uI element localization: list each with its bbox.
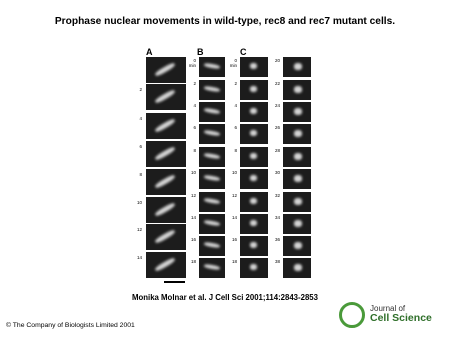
panel-c-right-tile xyxy=(283,169,311,189)
panel-c-right-time-label: 38 xyxy=(274,259,280,264)
logo-line-1: Journal of xyxy=(370,304,406,313)
journal-logo xyxy=(339,299,439,333)
nucleus-signal xyxy=(294,153,302,160)
nucleus-signal xyxy=(294,220,302,227)
panel-b-time-label: 16 xyxy=(190,237,196,242)
scale-bar xyxy=(164,281,185,283)
panel-b-tile xyxy=(199,80,225,100)
nucleus-signal xyxy=(294,86,302,93)
panel-b-tile xyxy=(199,192,225,212)
panel-b-tile xyxy=(199,214,225,234)
nucleus-signal xyxy=(250,86,257,92)
panel-b-time-label: 10 xyxy=(190,170,196,175)
panel-b-time-label: 12 xyxy=(190,193,196,198)
panel-b-tile xyxy=(199,124,225,144)
nucleus-signal xyxy=(294,108,302,115)
panel-a-tile xyxy=(146,169,186,195)
panel-c-left-time-label: 6 xyxy=(234,125,237,130)
copyright-notice: © The Company of Biologists Limited 2001 xyxy=(6,322,135,329)
panel-b-time-label: 18 xyxy=(190,259,196,264)
panel-c-right-time-label: 26 xyxy=(274,125,280,130)
panel-c-right-time-label: 34 xyxy=(274,215,280,220)
nucleus-signal xyxy=(204,130,220,137)
panel-label-b: B xyxy=(197,47,204,57)
nucleus-signal xyxy=(154,118,176,133)
panel-a-tile xyxy=(146,224,186,250)
nucleus-signal xyxy=(250,175,257,181)
panel-c-right-time-label: 32 xyxy=(274,193,280,198)
nucleus-signal xyxy=(294,63,302,70)
panel-c-right-tile xyxy=(283,57,311,77)
panel-c-left-tile xyxy=(240,169,268,189)
panel-c-right-time-label: 22 xyxy=(274,81,280,86)
panel-a-time-label: 2 xyxy=(139,87,142,92)
panel-c-left-tile xyxy=(240,102,268,122)
nucleus-signal xyxy=(294,264,302,271)
panel-b-time-label: 2 xyxy=(193,81,196,86)
nucleus-signal xyxy=(294,175,302,182)
citation: Monika Molnar et al. J Cell Sci 2001;114:2843-2853 xyxy=(132,293,318,302)
logo-line-2: Cell Science xyxy=(370,312,432,324)
nucleus-signal xyxy=(204,108,220,115)
nucleus-signal xyxy=(294,242,302,249)
panel-a-time-label: 12 xyxy=(136,227,142,232)
panel-b-tile xyxy=(199,169,225,189)
panel-b-tile xyxy=(199,258,225,278)
nucleus-signal xyxy=(250,108,257,114)
panel-c-left-tile xyxy=(240,57,268,77)
panel-c-right-time-label: 24 xyxy=(274,103,280,108)
nucleus-signal xyxy=(154,62,176,77)
panel-c-left-tile xyxy=(240,147,268,167)
nucleus-signal xyxy=(204,153,220,160)
nucleus-signal xyxy=(250,153,257,159)
panel-a-time-label: 8 xyxy=(139,172,142,177)
panel-a-tile xyxy=(146,113,186,139)
panel-c-left-time-label: 18 xyxy=(231,259,237,264)
nucleus-signal xyxy=(250,130,257,136)
nucleus-signal xyxy=(154,229,176,244)
panel-b-tile xyxy=(199,57,225,77)
nucleus-signal xyxy=(204,198,220,205)
panel-c-left-time-label: 2 xyxy=(234,81,237,86)
panel-c-left-time-label: 4 xyxy=(234,103,237,108)
nucleus-signal xyxy=(204,63,220,70)
panel-c-left-time-label: 0 min xyxy=(229,58,237,68)
nucleus-signal xyxy=(250,198,257,204)
nucleus-signal xyxy=(154,89,176,104)
panel-a-time-label: 14 xyxy=(136,255,142,260)
panel-c-left-time-label: 14 xyxy=(231,215,237,220)
panel-c-right-tile xyxy=(283,258,311,278)
panel-c-right-tile xyxy=(283,214,311,234)
panel-b-tile xyxy=(199,236,225,256)
panel-b-time-label: 6 xyxy=(193,125,196,130)
panel-c-left-time-label: 12 xyxy=(231,193,237,198)
panel-c-left-tile xyxy=(240,192,268,212)
panel-c-right-time-label: 20 xyxy=(274,58,280,63)
panel-c-left-tile xyxy=(240,214,268,234)
figure-title: Prophase nuclear movements in wild-type, rec8 and rec7 mutant cells. xyxy=(54,16,396,27)
panel-b-time-label: 0 min xyxy=(188,58,196,68)
nucleus-signal xyxy=(204,220,220,227)
panel-c-left-tile xyxy=(240,236,268,256)
nucleus-signal xyxy=(204,86,220,93)
nucleus-signal xyxy=(250,220,257,226)
panel-b-time-label: 8 xyxy=(193,148,196,153)
panel-c-right-tile xyxy=(283,192,311,212)
panel-a-tile xyxy=(146,141,186,167)
panel-c-right-time-label: 30 xyxy=(274,170,280,175)
nucleus-signal xyxy=(294,130,302,137)
panel-b-tile xyxy=(199,102,225,122)
panel-a-tile xyxy=(146,84,186,110)
nucleus-signal xyxy=(204,264,220,271)
panel-c-right-tile xyxy=(283,236,311,256)
nucleus-signal xyxy=(294,198,302,205)
panel-a-time-label: 4 xyxy=(139,116,142,121)
panel-c-right-tile xyxy=(283,102,311,122)
panel-a-tile xyxy=(146,57,186,83)
nucleus-signal xyxy=(154,202,176,217)
panel-a-tile xyxy=(146,197,186,223)
panel-b-tile xyxy=(199,147,225,167)
panel-label-c: C xyxy=(240,47,247,57)
panel-c-right-time-label: 28 xyxy=(274,148,280,153)
nucleus-signal xyxy=(154,174,176,189)
panel-c-left-time-label: 10 xyxy=(231,170,237,175)
nucleus-signal xyxy=(154,146,176,161)
panel-b-time-label: 4 xyxy=(193,103,196,108)
panel-c-left-tile xyxy=(240,258,268,278)
panel-c-left-tile xyxy=(240,124,268,144)
nucleus-signal xyxy=(250,242,257,248)
nucleus-signal xyxy=(204,242,220,249)
nucleus-signal xyxy=(204,175,220,182)
panel-c-left-tile xyxy=(240,80,268,100)
nucleus-signal xyxy=(250,63,257,69)
panel-a-time-label: 10 xyxy=(136,200,142,205)
panel-a-tile xyxy=(146,252,186,278)
panel-c-left-time-label: 16 xyxy=(231,237,237,242)
panel-b-time-label: 14 xyxy=(190,215,196,220)
panel-c-right-tile xyxy=(283,80,311,100)
nucleus-signal xyxy=(154,257,176,272)
logo-circle-icon xyxy=(339,302,365,328)
panel-a-time-label: 6 xyxy=(139,144,142,149)
panel-label-a: A xyxy=(146,47,153,57)
nucleus-signal xyxy=(250,264,257,270)
panel-c-right-tile xyxy=(283,147,311,167)
panel-c-right-time-label: 36 xyxy=(274,237,280,242)
panel-c-left-time-label: 8 xyxy=(234,148,237,153)
panel-c-right-tile xyxy=(283,124,311,144)
